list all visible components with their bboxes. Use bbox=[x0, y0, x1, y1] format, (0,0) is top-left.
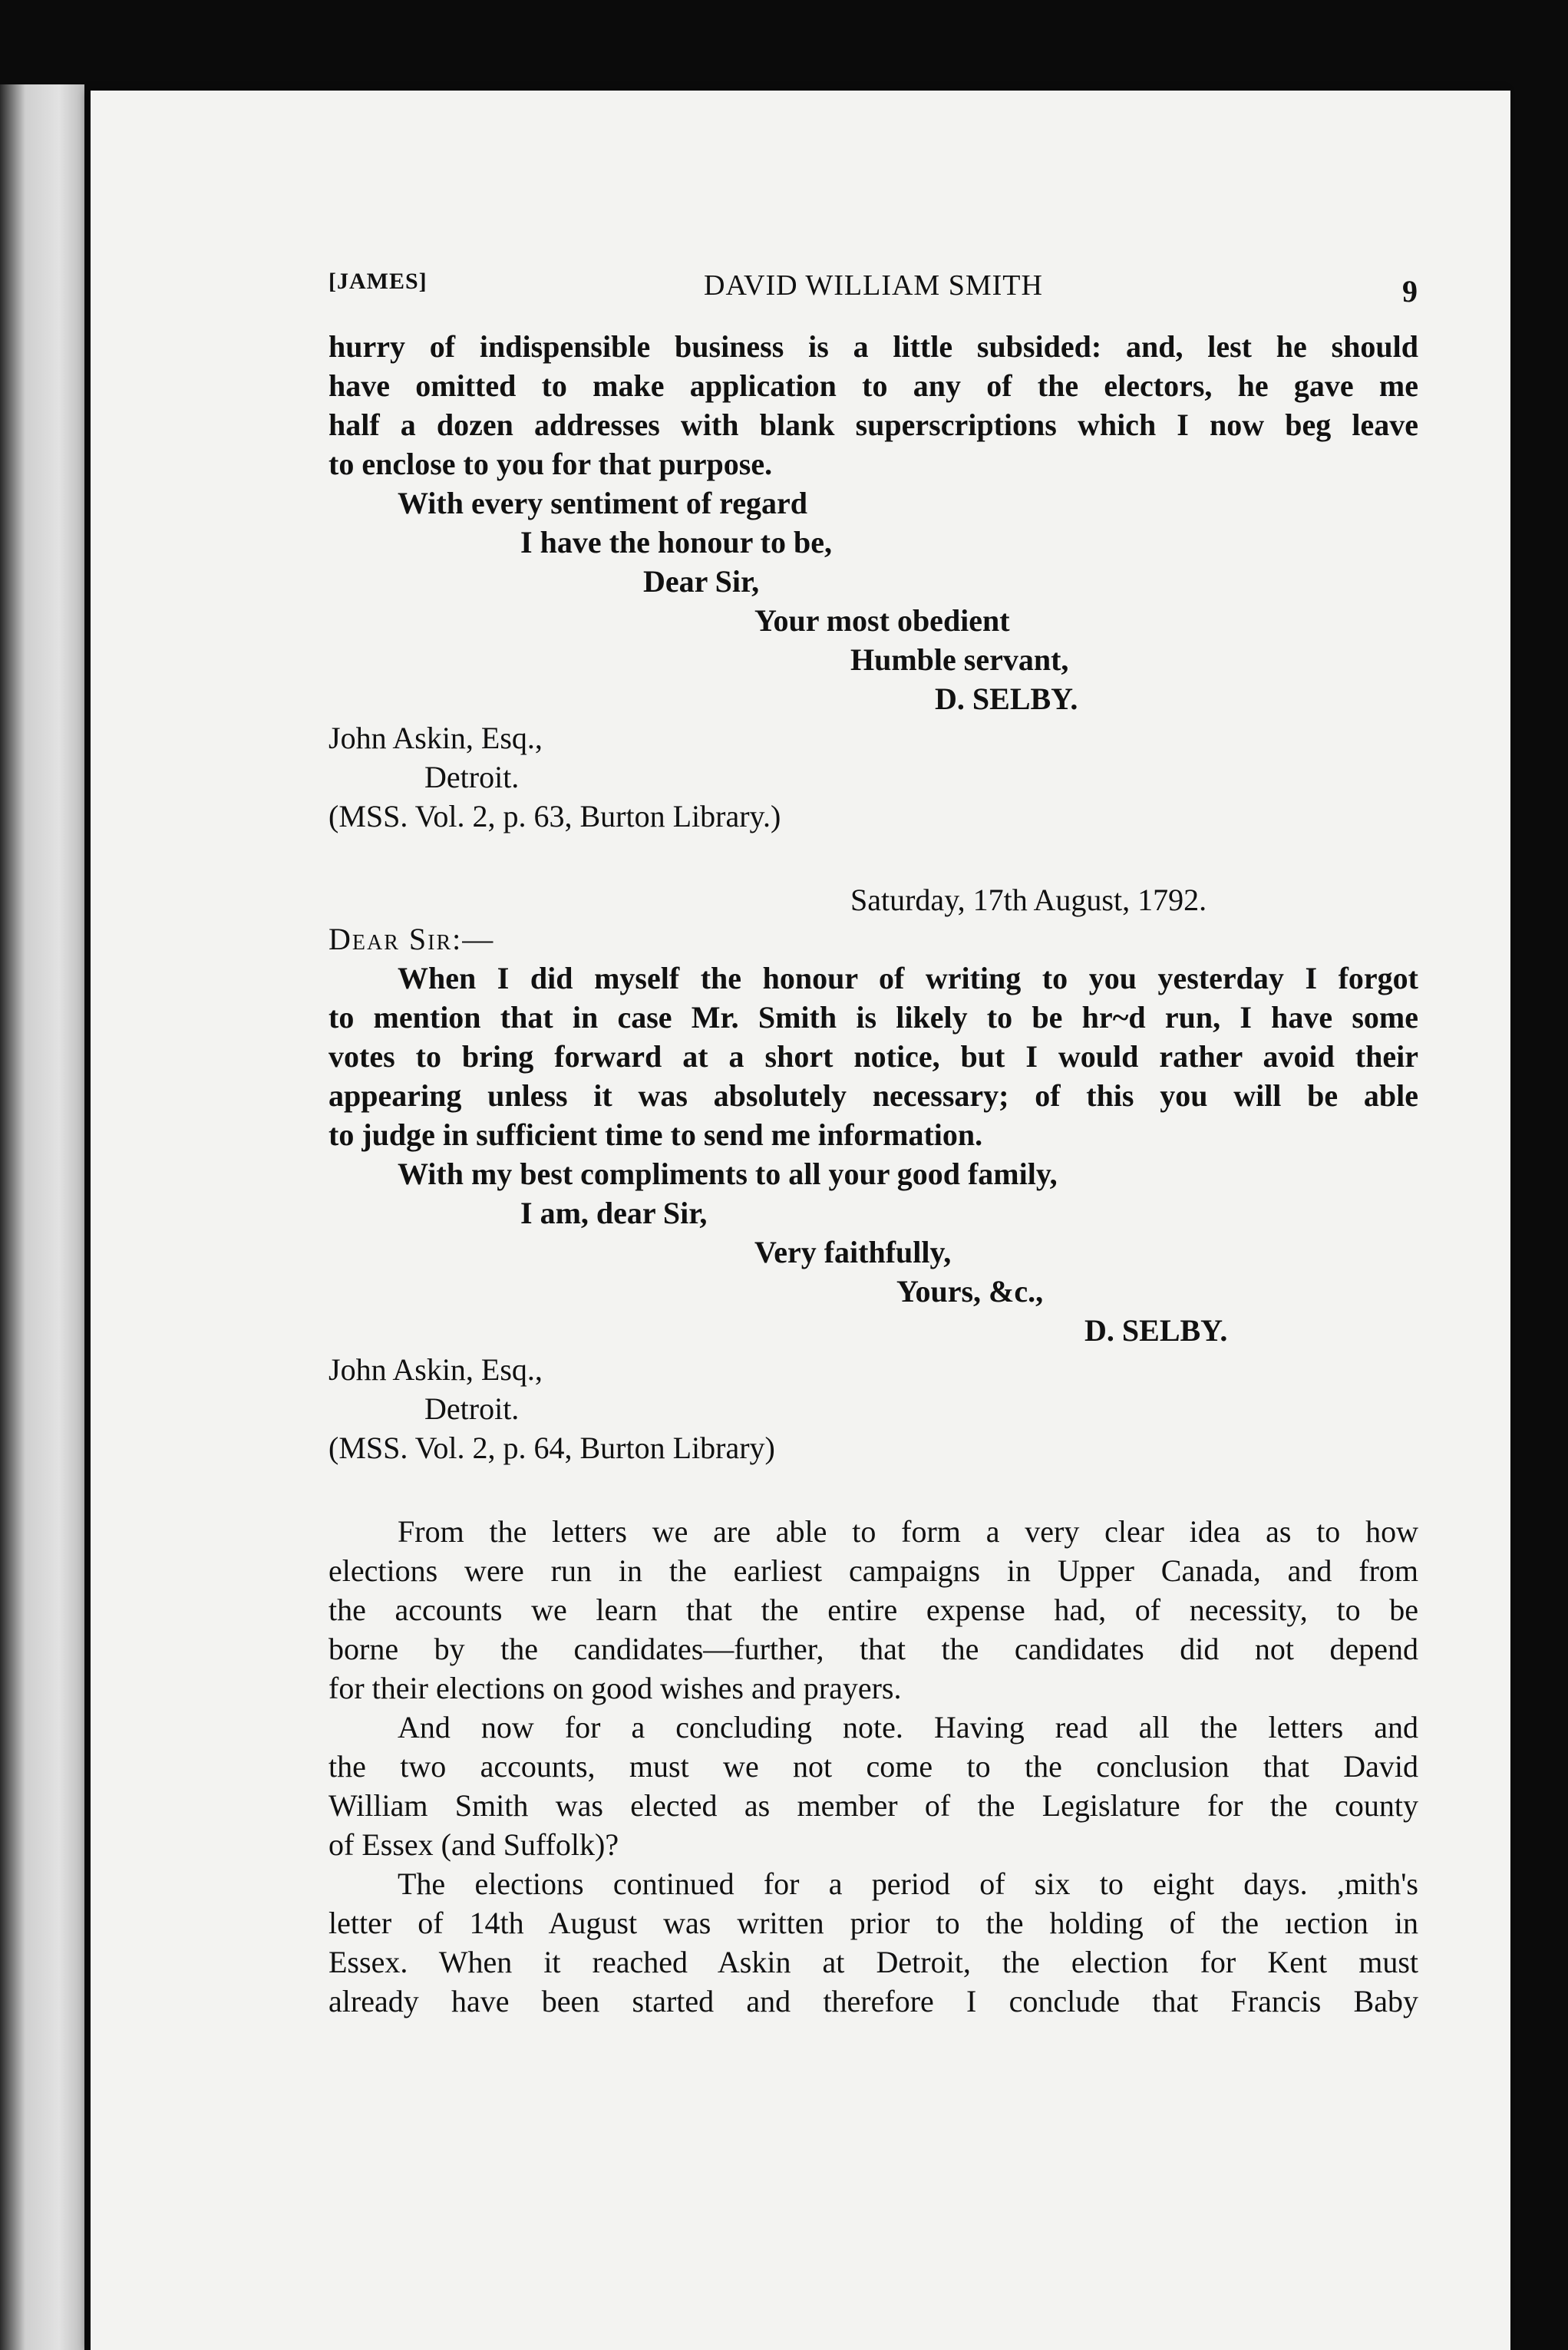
closing-line: Your most obedient bbox=[754, 603, 1010, 638]
page-number: 9 bbox=[1402, 274, 1418, 309]
source-citation: (MSS. Vol. 2, p. 64, Burton Library) bbox=[328, 1431, 775, 1465]
letter-2-address bbox=[328, 1350, 1418, 1467]
letter-2-date: Saturday, 17th August, 1792. bbox=[850, 883, 1207, 917]
running-header bbox=[328, 269, 1418, 315]
letter-1-address bbox=[328, 718, 1418, 836]
text-line: Essex. When it reached Askin at Detroit, the election for Kent must bbox=[328, 1945, 1418, 1979]
text-line: to judge in sufficient time to send me information. bbox=[328, 1117, 983, 1152]
text-line: to enclose to you for that purpose. bbox=[328, 447, 773, 481]
page-body bbox=[328, 327, 1418, 2021]
closing-line: With my best compliments to all your good family, bbox=[398, 1157, 1058, 1191]
text-line: And now for a concluding note. Having read all the letters and bbox=[398, 1710, 1418, 1744]
text-line: From the letters we are able to form a very clear idea as to how bbox=[398, 1514, 1418, 1549]
letter-2-closing bbox=[328, 1154, 1418, 1350]
book-page bbox=[91, 91, 1510, 2350]
text-line: already have been started and therefore I conclude that Francis Baby bbox=[328, 1984, 1418, 2018]
text-line: When I did myself the honour of writing to you yesterday I forgot bbox=[398, 961, 1418, 995]
text-line: borne by the candidates—further, that the candidates did not depend bbox=[328, 1632, 1418, 1666]
text-line: of Essex (and Suffolk)? bbox=[328, 1827, 619, 1862]
text-line: The elections continued for a period of six to eight days. ,mith's bbox=[398, 1866, 1418, 1901]
signature: D. SELBY. bbox=[1084, 1313, 1228, 1348]
header-title: DAVID WILLIAM SMITH bbox=[704, 269, 1043, 302]
text-line: to mention that in case Mr. Smith is likely to be hr~d run, I have some bbox=[328, 1000, 1418, 1035]
address-line: John Askin, Esq., bbox=[328, 721, 543, 755]
text-line: William Smith was elected as member of the Legislature for the county bbox=[328, 1788, 1418, 1823]
text-line: the two accounts, must we not come to the conclusion that David bbox=[328, 1749, 1418, 1784]
address-line: Detroit. bbox=[424, 1391, 520, 1426]
signature: D. SELBY. bbox=[935, 682, 1078, 716]
closing-line: I am, dear Sir, bbox=[520, 1196, 708, 1230]
letter-2-salutation: Dear Sir:— bbox=[328, 922, 495, 956]
text-line: the accounts we learn that the entire expense had, of necessity, to be bbox=[328, 1593, 1418, 1627]
header-author: [JAMES] bbox=[328, 269, 427, 294]
book-spine-edge bbox=[0, 84, 84, 2350]
address-line: John Askin, Esq., bbox=[328, 1352, 543, 1387]
closing-line: With every sentiment of regard bbox=[398, 486, 807, 520]
letter-1-closing bbox=[328, 484, 1418, 718]
closing-line: Dear Sir, bbox=[643, 564, 760, 599]
closing-line: Very faithfully, bbox=[754, 1235, 952, 1269]
text-line: elections were run in the earliest campaigns in Upper Canada, and from bbox=[328, 1553, 1418, 1588]
commentary-paragraph-2 bbox=[328, 1708, 1418, 1864]
text-line: half a dozen addresses with blank superscriptions which I now beg leave bbox=[328, 408, 1418, 442]
letter-1-text bbox=[328, 327, 1418, 484]
text-line: hurry of indispensible business is a little subsided: and, lest he should bbox=[328, 329, 1418, 364]
letter-2-text bbox=[328, 959, 1418, 1154]
text-line: have omitted to make application to any of the electors, he gave me bbox=[328, 368, 1418, 403]
commentary-paragraph-3 bbox=[328, 1864, 1418, 2021]
closing-line: Yours, &c., bbox=[896, 1274, 1044, 1309]
address-line: Detroit. bbox=[424, 760, 520, 794]
commentary-paragraph-1 bbox=[328, 1512, 1418, 1708]
text-line: for their elections on good wishes and prayers. bbox=[328, 1671, 902, 1705]
text-line: votes to bring forward at a short notice, but I would rather avoid their bbox=[328, 1039, 1418, 1074]
text-line: letter of 14th August was written prior to the holding of the ıection in bbox=[328, 1906, 1418, 1940]
source-citation: (MSS. Vol. 2, p. 63, Burton Library.) bbox=[328, 799, 781, 833]
closing-line: Humble servant, bbox=[850, 642, 1069, 677]
closing-line: I have the honour to be, bbox=[520, 525, 832, 559]
text-line: appearing unless it was absolutely necessary; of this you will be able bbox=[328, 1078, 1418, 1113]
